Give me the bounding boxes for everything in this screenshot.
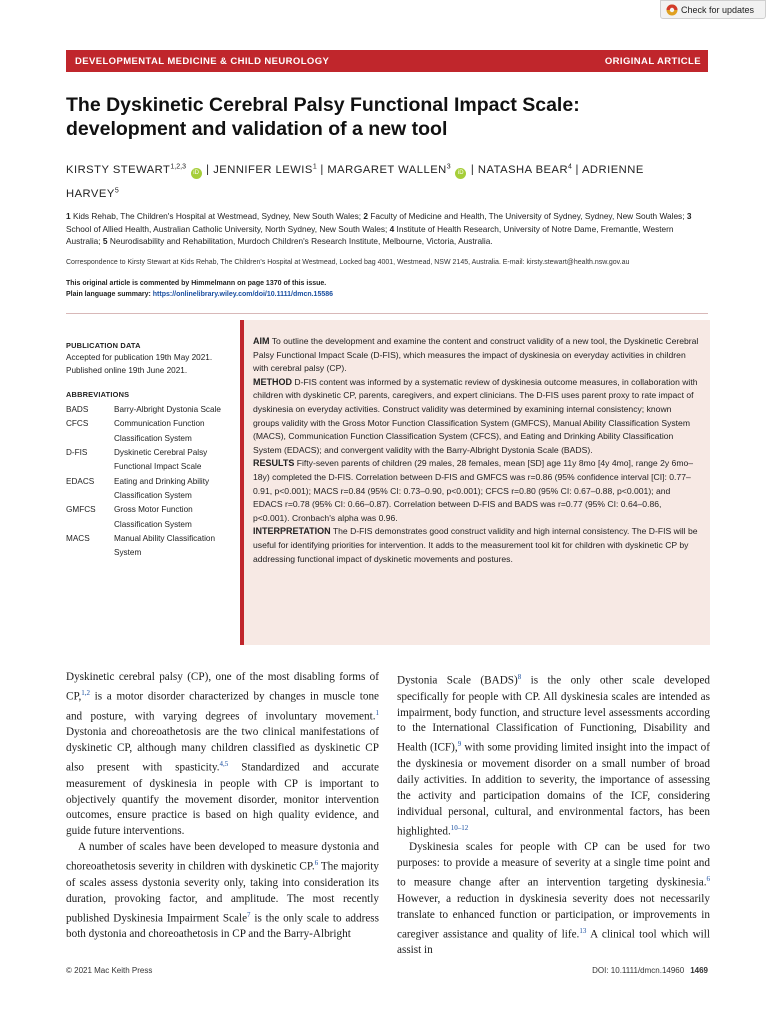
orcid-icon[interactable]: iD xyxy=(191,168,202,179)
abstract-method: METHOD D-FIS content was informed by a systematic review of dyskinesia outcome measures, in collaboration with children with dyskinetic CP, parents, caregivers, and expert clinicians. The D-FIS uses parent proxy to rate impact of dyskinesia on everyday activities. Construct validity was determined by examining internal consistency; known groups validity with the Gross Motor Function Classification System (GMFCS), Manual Ability Classification System (MACS), Communication Function Classification System (CFCS), and Eating and Drinking Ability Classification System (EDACS); and convergent validity with the Barry-Albright Dystonia Scale (BADS). xyxy=(253,376,698,455)
citation-ref[interactable]: 7 xyxy=(247,910,251,919)
citation-ref[interactable]: 10–12 xyxy=(450,823,469,832)
check-for-updates-label: Check for updates xyxy=(681,4,755,15)
author-affil-number: 1 xyxy=(312,163,317,170)
author-name: ADRIENNE HARVEY xyxy=(66,163,644,201)
commented-note: This original article is commented by Himmelmann on page 1370 of this issue. xyxy=(66,280,327,287)
author xyxy=(478,164,572,176)
check-for-updates-button[interactable] xyxy=(660,0,766,19)
citation-ref[interactable]: 13 xyxy=(579,926,587,935)
page-number: 1469 xyxy=(690,966,708,975)
published-date: Published online 19th June 2021. xyxy=(66,365,188,375)
body-paragraph: A number of scales have been developed to measure dystonia and choreoathetosis severity in children with dyskinetic CP.$^6$ The majority of scales assess dystonia severity only, taking into consideration its duration, provoking factor, and amplitude. The most recently published Dyskinesia Impairment Scale$^7$ is the only scale to address both dystonia and choreoathetosis in CP and the Barry-Albright xyxy=(66,841,379,941)
body-paragraph: Dystonia Scale (BADS)$^8$ is the only other scale developed specifically for people with CP. All dyskinesia scales are intended as impairment, body function, and structure level assessments according to the International Classification of Functioning, Disability and Health (ICF),$^9$ with some providing limited insight into the impact of the dyskinesia or movement disorder on a small number of broad daily activities. In addition to severity, the importance of assessing the activity and participation domains of the ICF, considering individual personal, cultural, and environmental factors, has been highlighted.$^{10-12}$ xyxy=(397,673,710,838)
publication-sidebar xyxy=(66,340,231,560)
author-name: MARGARET WALLEN xyxy=(327,163,447,176)
abbreviation-definition: Barry-Albright Dystonia Scale xyxy=(114,405,221,415)
abbreviation-term: D-FIS xyxy=(66,448,88,458)
affiliation-number: 5 xyxy=(102,236,108,246)
abstract-aim: AIM To outline the development and examine the content and construct validity of a new tool, the Dyskinetic Cerebral Palsy Functional Impact Scale (D-FIS), which measures the impact of dyskinesia on everyday activities in children with cerebral palsy (CP). xyxy=(253,336,699,374)
affiliation-text: Faculty of Medicine and Health, The University of Sydney, Sydney, New South Wales; xyxy=(370,211,685,221)
affiliation-text: Kids Rehab, The Children's Hospital at Westmead, Sydney, New South Wales; xyxy=(72,211,362,221)
doi: DOI: 10.1111/dmcn.14960 xyxy=(592,966,685,975)
crossmark-icon xyxy=(666,4,678,16)
body-paragraph: Dyskinesia scales for people with CP can be used for two purposes: to provide a measure of severity at a single time point and to measure change after an intervention targeting dyskinesia.$^6$ However, a reduction in dyskinesia severity does not necessarily translate to enhanced function or participation, or improvements in caregiver assistance and quality of life.$^{13}$ A clinical tool which will assist in xyxy=(397,841,711,957)
abbreviation-row xyxy=(66,475,231,504)
body-column-right xyxy=(397,670,710,959)
abstract-results: RESULTS Fifty-seven parents of children (29 males, 28 females, mean [SD] age 11y 8mo [4y 4mo], range 2y 6mo–18y) completed the D-FIS. Correlation between D-FIS and GMFCS was r=0.86 (95% confidence interval [CI]: 0.77–0.91, p<0.001); MACS r=0.84 (95% CI: 0.73–0.90, p<0.001); CFCS r=0.80 (95% CI: 0.67–0.88, p<0.001); and EDACS r=0.78 (95% CI: 0.66–0.87). Correlation between D-FIS and BADS was r=0.77 (95% CI: 0.64–0.86, p<0.001). Cronbach's alpha was 0.96. xyxy=(253,458,694,523)
abbreviation-term: GMFCS xyxy=(66,505,96,515)
body-column-left xyxy=(66,670,379,943)
abbreviation-row xyxy=(66,532,231,561)
doi-and-page xyxy=(592,966,708,975)
affiliation-text: Neurodisability and Rehabilitation, Murdoch Children's Research Institute, Melbourne, Victoria, Australia. xyxy=(109,236,493,246)
abbreviation-row xyxy=(66,446,231,475)
affiliation-number: 1 xyxy=(66,211,71,221)
author-affil-number: 1,2,3 xyxy=(170,163,186,170)
author xyxy=(327,164,467,176)
section-divider xyxy=(66,313,708,314)
abbreviations-table xyxy=(66,403,231,560)
citation-ref[interactable]: 6 xyxy=(706,875,710,884)
page-footer xyxy=(66,966,708,975)
copyright: © 2021 Mac Keith Press xyxy=(66,966,153,975)
affiliation-text: School of Allied Health, Australian Catholic University, North Sydney, New South Wales; xyxy=(66,223,388,234)
citation-ref[interactable]: 6 xyxy=(314,859,319,868)
publication-data-heading: PUBLICATION DATA xyxy=(66,341,141,350)
accepted-date: Accepted for publication 19th May 2021. xyxy=(66,353,213,363)
citation-ref[interactable]: 4,5 xyxy=(219,760,229,768)
citation-ref[interactable]: 8 xyxy=(517,673,522,681)
affiliation-number: 3 xyxy=(686,211,692,221)
abbreviations-heading: ABBREVIATIONS xyxy=(66,389,130,399)
abbreviation-row xyxy=(66,403,231,417)
plain-summary-label: Plain language summary: xyxy=(66,291,151,298)
citation-ref[interactable]: 1 xyxy=(375,708,379,717)
abbreviation-row xyxy=(66,503,231,532)
affiliation-number: 2 xyxy=(363,211,368,221)
citation-ref[interactable]: 1,2 xyxy=(81,688,90,697)
plain-summary-line xyxy=(66,289,706,300)
comment-notes xyxy=(66,278,706,300)
body-paragraph: Dyskinetic cerebral palsy (CP), one of the most disabling forms of CP,$^{1,2}$ is a motor disorder characterized by changes in muscle tone and posture, with varying degrees of involuntary movement.$^1$ Dystonia and choreoathetosis are the two clinical manifestations of dyskinetic CP, although many children classified as dyskinetic CP also present with spasticity.$^{4,5}$ Standardized and accurate measurement of dyskinesia in people with CP is important to objectively quantify the movement disorder, monitor intervention outcomes, ensure practice is based on high quality evidence, and guide future interventions. xyxy=(66,671,380,838)
abbreviation-term: EDACS xyxy=(66,476,95,486)
author-affil-number: 5 xyxy=(114,187,119,195)
affiliation-number: 4 xyxy=(389,223,395,234)
abbreviation-definition: Communication Function Classification System xyxy=(114,419,205,443)
abbreviation-term: CFCS xyxy=(66,419,89,429)
correspondence: Correspondence to Kirsty Stewart at Kids Rehab, The Children's Hospital at Westmead, Locked bag 4001, Westmead, NSW 2145, Australia. E-mail: kirsty.stewart@health.nsw.gov.au xyxy=(66,259,630,266)
author xyxy=(213,164,317,176)
abstract-box xyxy=(240,320,710,645)
author-affil-number: 4 xyxy=(568,163,572,170)
affiliation-text: Institute of Health Research, University of Notre Dame, Fremantle, Western Australia; xyxy=(66,223,674,246)
abbreviation-term: BADS xyxy=(66,405,89,415)
author xyxy=(66,164,203,176)
author-affil-number: 3 xyxy=(446,163,451,170)
abbreviation-term: MACS xyxy=(66,533,90,543)
abstract-interpretation: INTERPRETATION The D-FIS demonstrates good construct validity and high internal consistency. The D-FIS will be useful for identifying priorities for intervention. It adds to the measurement tool kit for children with dyskinetic CP by addressing functional impact of dyskinetic movements and postures. xyxy=(253,526,698,564)
affiliations xyxy=(66,210,706,248)
plain-summary-link[interactable]: https://onlinelibrary.wiley.com/doi/10.1111/dmcn.15586 xyxy=(152,291,334,298)
article-title: The Dyskinetic Cerebral Palsy Functional Impact Scale: development and validation of a new tool xyxy=(66,94,580,140)
citation-ref[interactable]: 9 xyxy=(457,740,462,749)
author-name: NATASHA BEAR xyxy=(477,163,569,176)
abbreviation-definition: Manual Ability Classification System xyxy=(114,533,216,558)
orcid-icon[interactable]: iD xyxy=(455,168,466,179)
journal-name: DEVELOPMENTAL MEDICINE & CHILD NEUROLOGY xyxy=(75,55,330,67)
abbreviation-row xyxy=(66,417,231,446)
abbreviation-definition: Eating and Drinking Ability Classification System xyxy=(114,476,210,500)
author-name: JENNIFER LEWIS xyxy=(213,163,313,176)
article-type: ORIGINAL ARTICLE xyxy=(604,55,701,67)
author-name: KIRSTY STEWART xyxy=(66,163,171,176)
author-list: KIRSTY STEWART$^{1,2,3}$ iD | JENNIFER LEWIS$^1$ | MARGARET WALLEN$^3$ iD | NATASHA BEAR$^4$ | ADRIENNE HARVEY$^5$ xyxy=(66,163,644,201)
abbreviation-definition: Gross Motor Function Classification System xyxy=(114,505,193,529)
abbreviation-definition: Dyskinetic Cerebral Palsy Functional Impact Scale xyxy=(114,448,208,472)
journal-header-bar xyxy=(66,50,708,72)
